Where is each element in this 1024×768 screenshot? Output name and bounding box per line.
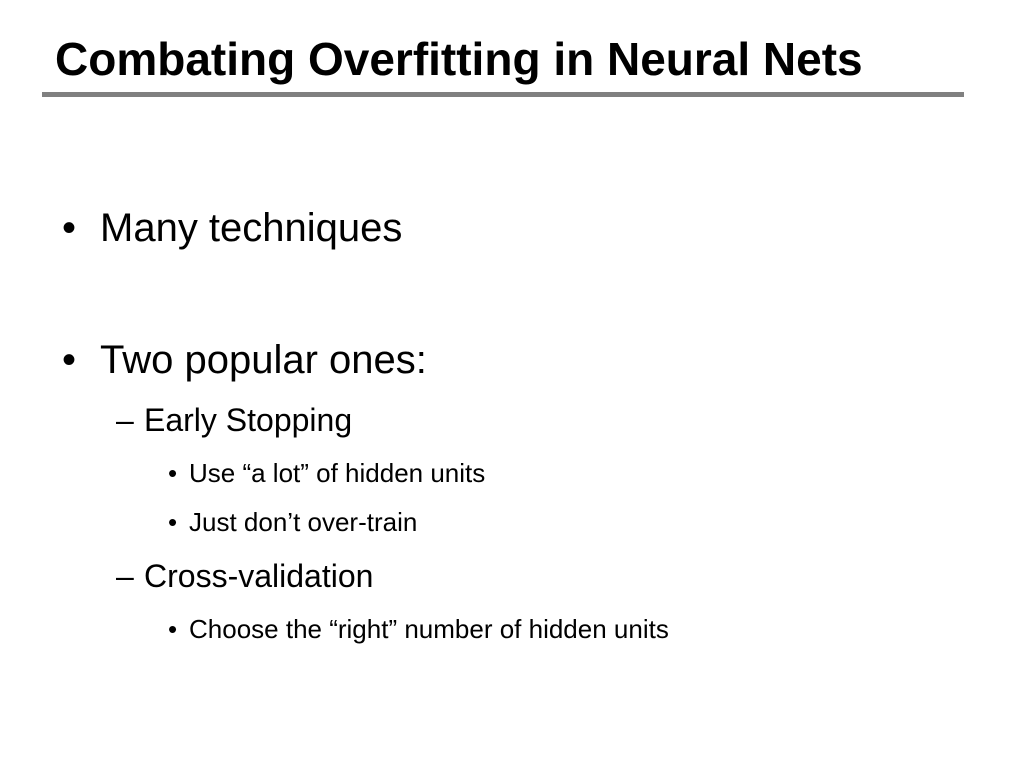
dash-marker: – <box>116 558 134 594</box>
bullet-marker: • <box>168 507 178 537</box>
bullet-marker: • <box>168 614 178 644</box>
sub-item-text: Early Stopping <box>144 402 353 438</box>
bullet-two-popular-ones <box>62 336 502 384</box>
bullet-many-techniques <box>62 204 482 252</box>
dash-marker: – <box>116 402 134 438</box>
bullet-marker: • <box>62 206 77 250</box>
sub-item-text: Cross-validation <box>144 558 374 594</box>
sub-sub-item-use-a-lot <box>168 457 608 489</box>
sub-sub-item-text: Choose the “right” number of hidden units <box>189 614 669 644</box>
bullet-marker: • <box>62 338 77 382</box>
title-divider <box>42 92 964 97</box>
sub-sub-item-text: Just don’t over-train <box>189 507 418 537</box>
bullet-text: Two popular ones: <box>100 338 427 382</box>
sub-item-early-stopping <box>116 400 436 440</box>
bullet-marker: • <box>168 458 178 488</box>
sub-sub-item-dont-over-train <box>168 506 528 538</box>
sub-item-cross-validation <box>116 556 456 596</box>
slide-title: Combating Overfitting in Neural Nets <box>55 33 863 85</box>
sub-sub-item-text: Use “a lot” of hidden units <box>189 458 486 488</box>
bullet-text: Many techniques <box>100 206 403 250</box>
sub-sub-item-choose-right-number <box>168 613 868 645</box>
